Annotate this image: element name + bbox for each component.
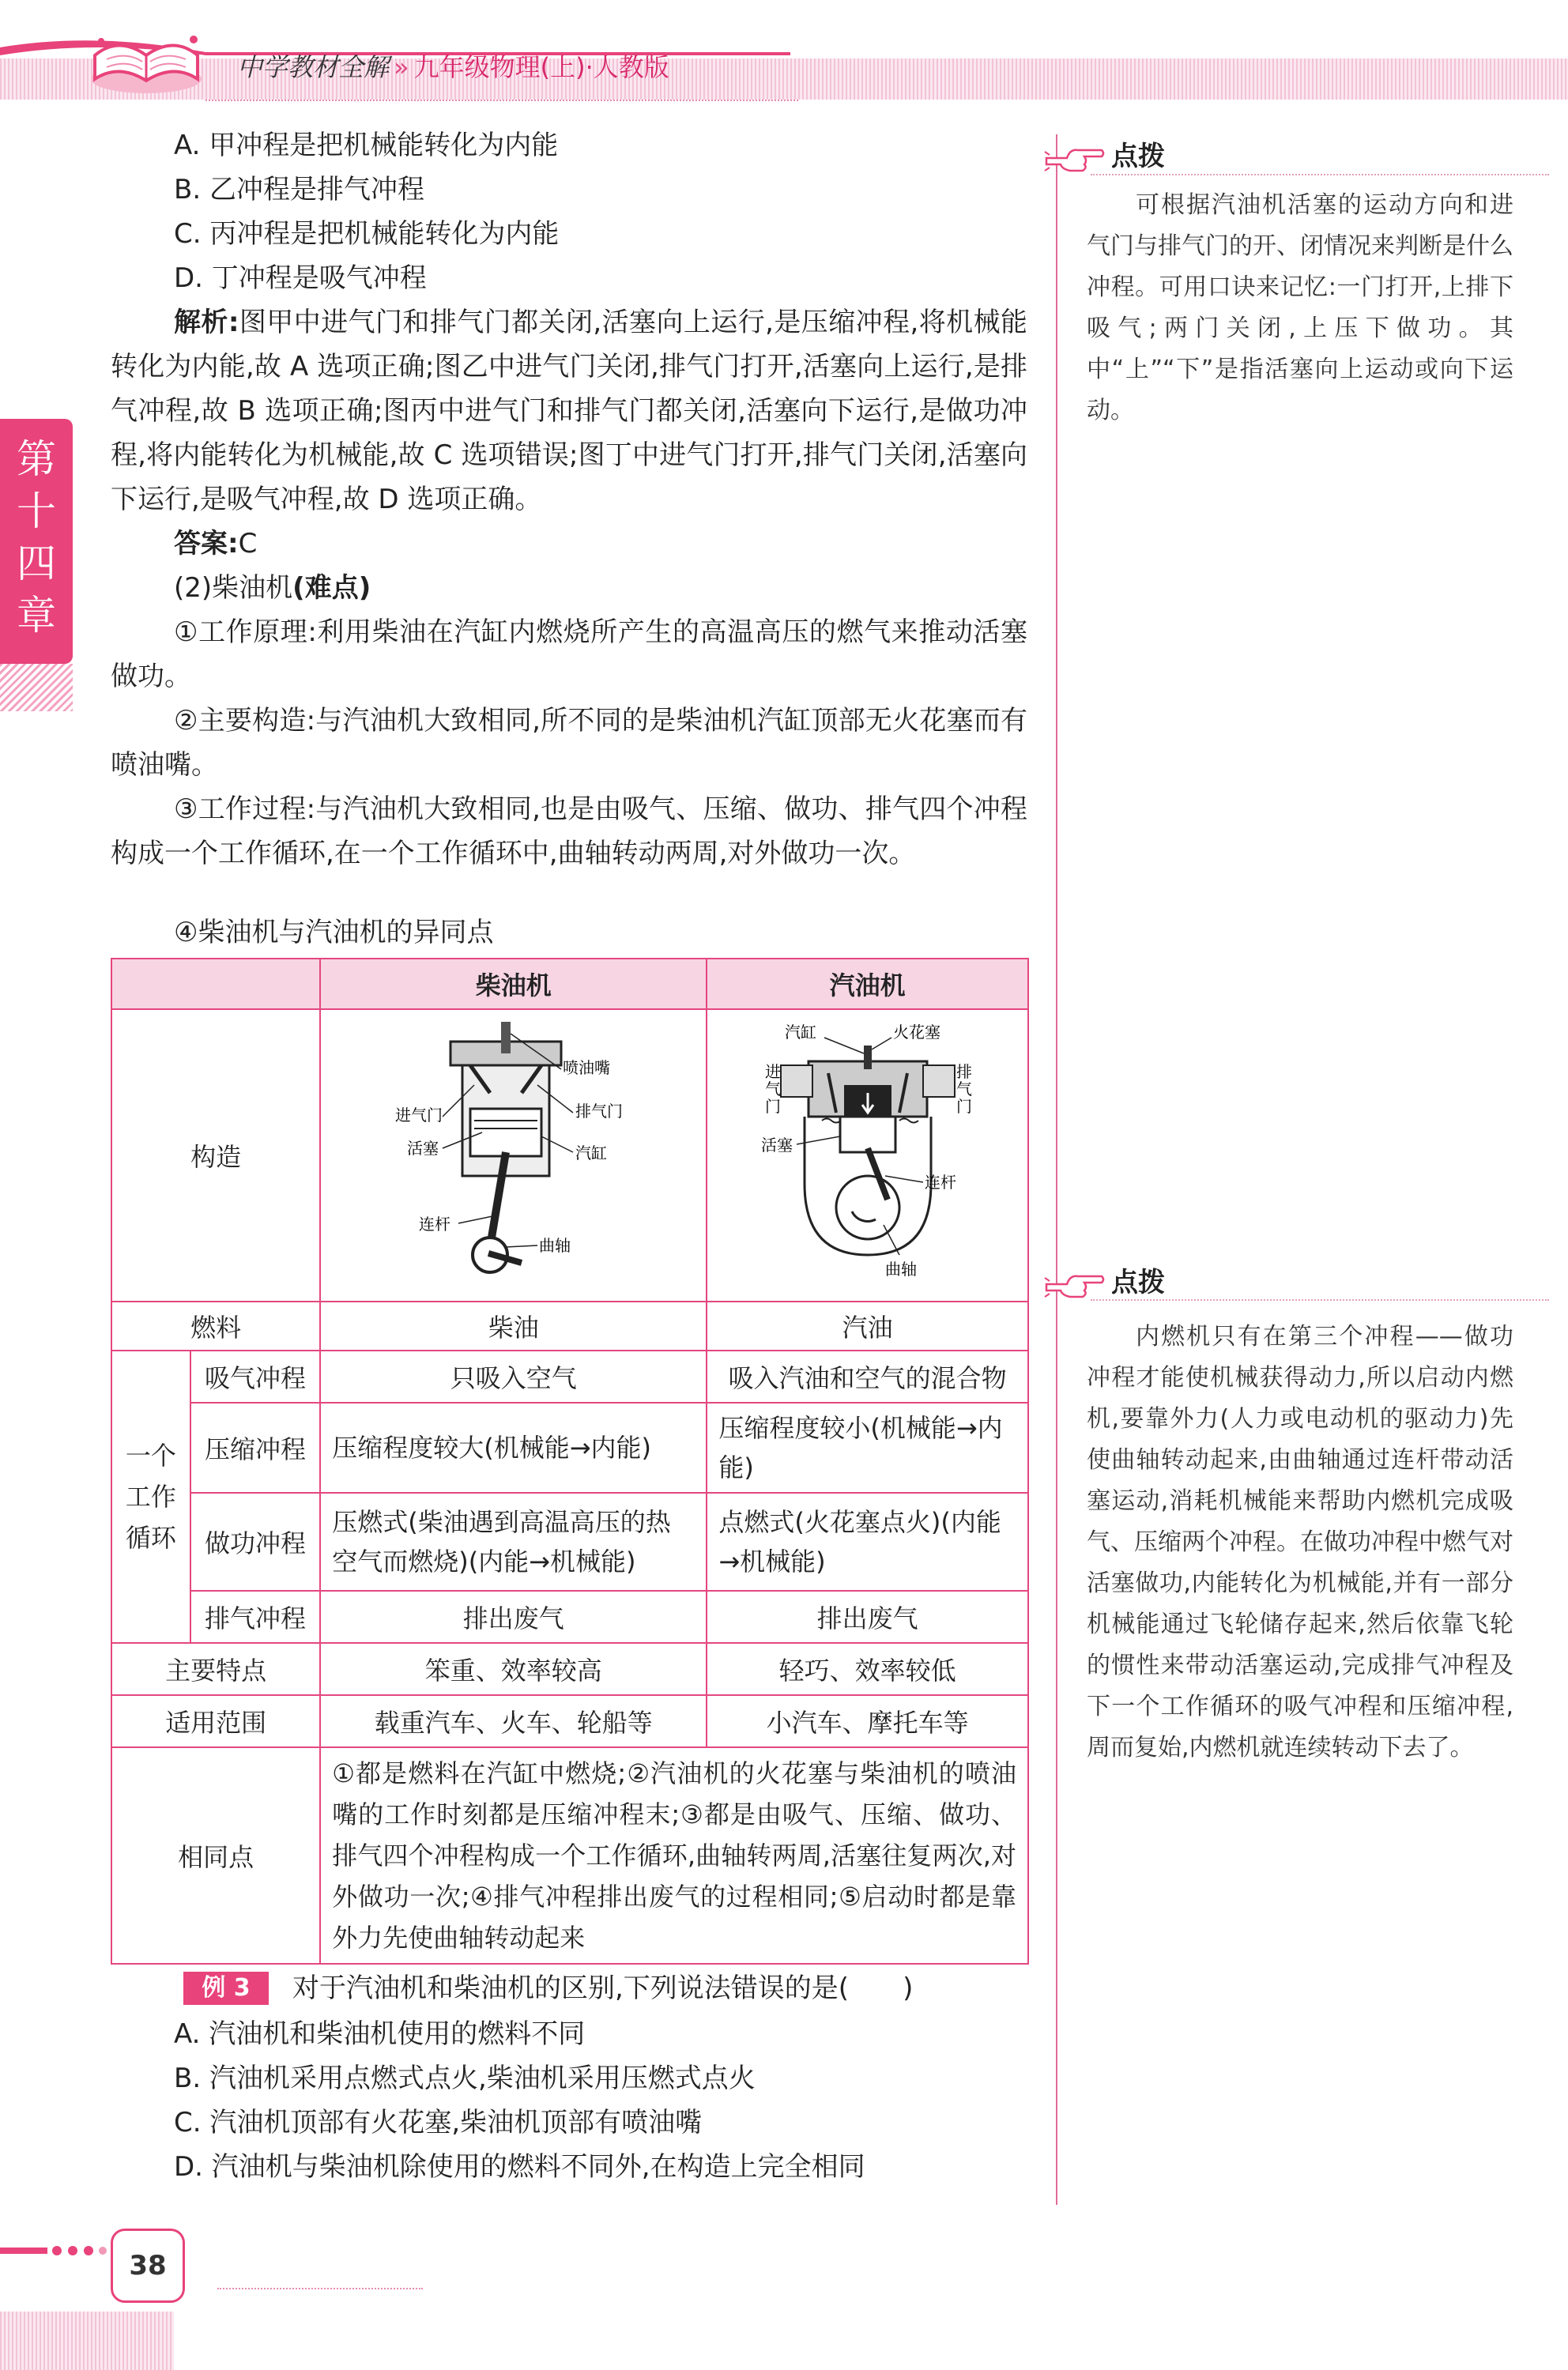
header-separator: » bbox=[394, 52, 409, 82]
stroke-diesel: 压缩程度较大(机械能→内能) bbox=[320, 1403, 707, 1493]
option-d: D. 丁冲程是吸气冲程 bbox=[174, 262, 427, 294]
analysis-paragraph bbox=[111, 300, 1027, 522]
fuel-diesel: 柴油 bbox=[320, 1302, 707, 1351]
tip2-title: 点拨 bbox=[1111, 1267, 1165, 1298]
stroke-diesel: 压燃式(柴油遇到高温高压的热空气而燃烧)(内能→机械能) bbox=[320, 1493, 707, 1591]
difficulty-tag: (难点) bbox=[292, 572, 371, 604]
diesel-engine-diagram-cell bbox=[320, 1009, 707, 1302]
answer-label: 答案: bbox=[174, 528, 239, 560]
diesel-label-exhaust: 排气门 bbox=[575, 1102, 623, 1121]
footer-band bbox=[0, 2312, 174, 2370]
example-label: 例 3 bbox=[183, 1972, 269, 2005]
diesel-structure: ②主要构造:与汽油机大致相同,所不同的是柴油机汽缸顶部无火花塞而有喷油嘴。 bbox=[111, 705, 1027, 781]
gas-label-exhaust: 排气门 bbox=[956, 1062, 972, 1116]
diesel-label-piston: 活塞 bbox=[406, 1139, 439, 1158]
gasoline-engine-diagram-cell bbox=[707, 1009, 1028, 1302]
gas-label-piston: 活塞 bbox=[760, 1136, 793, 1155]
comparison-table bbox=[111, 958, 1029, 1965]
gas-label-crank: 曲轴 bbox=[884, 1260, 917, 1279]
pointing-hand-icon bbox=[1043, 1267, 1106, 1302]
gas-label-spark: 火花塞 bbox=[892, 1023, 940, 1042]
row-label-fuel: 燃料 bbox=[111, 1302, 320, 1351]
example-option-b: B. 汽油机采用点燃式点火,柴油机采用压燃式点火 bbox=[174, 2063, 756, 2094]
option-c: C. 丙冲程是把机械能转化为内能 bbox=[174, 218, 560, 250]
features-diesel: 笨重、效率较高 bbox=[320, 1643, 707, 1695]
row-label-features: 主要特点 bbox=[111, 1643, 320, 1695]
table-row-common bbox=[111, 1747, 1028, 1964]
stroke-diesel: 排出废气 bbox=[320, 1591, 707, 1643]
stroke-gasoline: 排出废气 bbox=[707, 1591, 1028, 1643]
stroke-name: 做功冲程 bbox=[190, 1493, 320, 1591]
stroke-name: 吸气冲程 bbox=[190, 1351, 320, 1403]
tip1-title: 点拨 bbox=[1111, 141, 1165, 172]
gas-label-cylinder: 汽缸 bbox=[784, 1023, 816, 1042]
footer-rule bbox=[217, 2288, 423, 2289]
common-points: ①都是燃料在汽缸中燃烧;②汽油机的火花塞与柴油机的喷油嘴的工作时刻都是压缩冲程末;③都是由吸气、压缩、做功、排气四个冲程构成一个工作循环,曲轴转两周,活塞往复两次,对外做功一次;④排气冲程排出废气的过程相同;⑤启动时都是靠外力先使曲轴转动起来 bbox=[320, 1747, 1028, 1964]
chapter-tab-stripes bbox=[0, 664, 73, 711]
chapter-tab-label bbox=[0, 433, 73, 642]
usage-diesel: 载重汽车、火车、轮船等 bbox=[320, 1695, 707, 1747]
diesel-label-cylinder: 汽缸 bbox=[575, 1144, 607, 1162]
tip2-text: 内燃机只有在第三个冲程——做功冲程才能使机械获得动力,所以启动内燃机,要靠外力(人力或电动机的驱动力)先使曲轴转动起来,由曲轴通过连杆带动活塞运动,消耗机械能来帮助内燃机完成吸气、压缩两个冲程。在做功冲程中燃气对活塞做功,内能转化为机械能,并有一部分机械能通过飞轮储存起来,然后依靠飞轮的惯性来带动活塞运动,完成排气冲程及下一个工作循环的吸气冲程和压缩冲程,周而复始,内燃机就连续转动下去了。 bbox=[1087, 1323, 1513, 1761]
tip1-heading bbox=[1043, 134, 1165, 175]
header-course: 九年级物理(上)·人教版 bbox=[413, 52, 669, 82]
option-a: A. 甲冲程是把机械能转化为内能 bbox=[174, 130, 559, 161]
answer-line bbox=[174, 522, 1091, 566]
diesel-engine-diagram bbox=[395, 1018, 632, 1287]
analysis-text: 图甲中进气门和排气门都关闭,活塞向上运行,是压缩冲程,将机械能转化为内能,故 A 选项正确;图乙中进气门关闭,排气门打开,活塞向上运行,是排气冲程,故 B 选项正确;图丙中进气门和排气门都关闭,活塞向下运行,是做功冲程,将内能转化为机械能,故 C 选项错误;图丁中进气门打开,排气门关闭,活塞向下运行,是吸气冲程,故 D 选项正确。 bbox=[111, 307, 1027, 515]
running-header bbox=[237, 47, 669, 84]
diesel-heading-text: (2)柴油机 bbox=[174, 572, 293, 604]
stroke-gasoline: 压缩程度较小(机械能→内能) bbox=[707, 1403, 1028, 1493]
option-b: B. 乙冲程是排气冲程 bbox=[174, 174, 424, 205]
header-rule bbox=[205, 100, 798, 101]
table-row-exhaust bbox=[111, 1591, 1028, 1643]
example-option-a: A. 汽油机和柴油机使用的燃料不同 bbox=[174, 2018, 586, 2050]
answer-value: C bbox=[238, 528, 258, 560]
table-row-usage bbox=[111, 1695, 1028, 1747]
chapter-tab-char: 章 bbox=[17, 593, 56, 639]
cycle-label-line: 工作 bbox=[125, 1482, 176, 1512]
page-number: 38 bbox=[111, 2229, 185, 2303]
row-label-cycle bbox=[111, 1351, 190, 1643]
tip1-text: 可根据汽油机活塞的运动方向和进气门与排气门的开、闭情况来判断是什么冲程。可用口诀来记忆:一门打开,上排下吸气;两门关闭,上压下做功。其中“上”“下”是指活塞向上运动或向下运动。 bbox=[1087, 191, 1513, 424]
comparison-heading: ④柴油机与汽油机的异同点 bbox=[174, 917, 494, 948]
col-gasoline: 汽油机 bbox=[707, 959, 1028, 1009]
table-row-power bbox=[111, 1493, 1028, 1591]
open-book-logo bbox=[87, 24, 205, 99]
diesel-heading bbox=[174, 566, 1091, 610]
table-row-fuel bbox=[111, 1302, 1028, 1351]
table-corner bbox=[111, 959, 320, 1009]
cycle-label-line: 一个 bbox=[125, 1441, 176, 1471]
row-label-structure: 构造 bbox=[111, 1009, 320, 1302]
diesel-label-rod: 连杆 bbox=[418, 1215, 450, 1234]
column-divider bbox=[1056, 134, 1057, 2205]
gasoline-engine-diagram bbox=[749, 1018, 986, 1287]
tip2-heading bbox=[1043, 1260, 1165, 1302]
table-row-intake bbox=[111, 1351, 1028, 1403]
table-row-features bbox=[111, 1643, 1028, 1695]
gas-label-rod: 连杆 bbox=[924, 1173, 956, 1192]
header-book-title: 中学教材全解 bbox=[237, 52, 390, 82]
stroke-name: 压缩冲程 bbox=[190, 1403, 320, 1493]
chapter-tab-char: 第 bbox=[17, 436, 56, 482]
cycle-label-line: 循环 bbox=[125, 1523, 176, 1553]
usage-gasoline: 小汽车、摩托车等 bbox=[707, 1695, 1028, 1747]
example-stem: 对于汽油机和柴油机的区别,下列说法错误的是( ) bbox=[292, 1972, 914, 2004]
example-option-d: D. 汽油机与柴油机除使用的燃料不同外,在构造上完全相同 bbox=[174, 2151, 865, 2183]
col-diesel: 柴油机 bbox=[320, 959, 707, 1009]
chapter-tab-char: 四 bbox=[17, 541, 56, 586]
row-label-usage: 适用范围 bbox=[111, 1695, 320, 1747]
diesel-process: ③工作过程:与汽油机大致相同,也是由吸气、压缩、做功、排气四个冲程构成一个工作循环,在一个工作循环中,曲轴转动两周,对外做功一次。 bbox=[111, 793, 1027, 869]
fuel-gasoline: 汽油 bbox=[707, 1302, 1028, 1351]
row-label-common: 相同点 bbox=[111, 1747, 320, 1964]
diesel-label-injector: 喷油嘴 bbox=[562, 1058, 610, 1077]
diesel-label-intake: 进气门 bbox=[394, 1106, 443, 1125]
table-row-compression bbox=[111, 1403, 1028, 1493]
table-row-structure bbox=[111, 1009, 1028, 1302]
tip1-rule bbox=[1091, 174, 1549, 175]
stroke-gasoline: 吸入汽油和空气的混合物 bbox=[707, 1351, 1028, 1403]
diesel-principle: ①工作原理:利用柴油在汽缸内燃烧所产生的高温高压的燃气来推动活塞做功。 bbox=[111, 616, 1027, 692]
tip2-rule bbox=[1091, 1299, 1549, 1301]
analysis-label: 解析: bbox=[174, 307, 239, 338]
gas-label-intake: 进气门 bbox=[764, 1062, 781, 1116]
stroke-gasoline: 点燃式(火花塞点火)(内能→机械能) bbox=[707, 1493, 1028, 1591]
table-header-row bbox=[111, 959, 1028, 1009]
diesel-label-crank: 曲轴 bbox=[538, 1236, 571, 1255]
stroke-name: 排气冲程 bbox=[190, 1591, 320, 1643]
features-gasoline: 轻巧、效率较低 bbox=[707, 1643, 1028, 1695]
example-option-c: C. 汽油机顶部有火花塞,柴油机顶部有喷油嘴 bbox=[174, 2107, 703, 2138]
pointing-hand-icon bbox=[1043, 141, 1106, 175]
chapter-tab-char: 十 bbox=[17, 488, 56, 534]
stroke-diesel: 只吸入空气 bbox=[320, 1351, 707, 1403]
